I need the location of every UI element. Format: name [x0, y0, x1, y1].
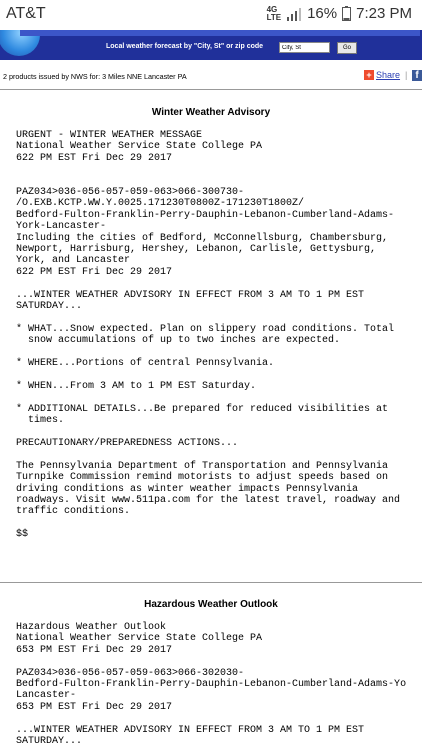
share-link[interactable]: Share — [376, 70, 401, 80]
products-summary: 2 products issued by NWS for: 3 Miles NNE Lancaster PA — [3, 72, 187, 81]
carrier-name: AT&T — [6, 5, 46, 22]
section-title-winter-weather-advisory: Winter Weather Advisory — [151, 107, 271, 118]
clock-time: 7:23 PM — [356, 5, 412, 22]
share-button[interactable] — [364, 70, 400, 80]
signal-strength-icon — [286, 7, 302, 21]
go-button[interactable]: Go — [337, 42, 357, 54]
forecast-search-label: Local weather forecast by "City, St" or zip code — [106, 43, 264, 50]
divider — [0, 582, 422, 583]
battery-icon — [342, 6, 351, 21]
outlook-text: Hazardous Weather Outlook National Weather Service State College PA 653 PM EST Fri Dec 29 2017 PAZ034>036-056-057-059-063>066-302030- Bedford-Fulton-Franklin-Perry-Dauphin-Lebanon-Cumberland-Adams-Yo Lancaster- 653 PM EST Fri Dec 29 2017 ...WINTER WEATHER ADVISORY IN EFFECT FROM 3 AM TO 1 PM EST SATURDAY... — [16, 622, 407, 748]
status-icons — [267, 5, 412, 22]
site-header — [0, 30, 422, 60]
forecast-search-input[interactable] — [279, 42, 330, 53]
header-decoration — [20, 30, 420, 36]
battery-percent: 16% — [307, 5, 338, 22]
facebook-icon[interactable]: f — [412, 70, 422, 81]
advisory-text: URGENT - WINTER WEATHER MESSAGE National Weather Service State College PA 622 PM EST Fri Dec 29 2017 PAZ034>036-056-057-059-063>066-300730- /O.EXB.KCTP.WW.Y.0025.171230T0800Z-171230T1800Z/ Bedford-Fulton-Franklin-Perry-Dauphin-Lebanon-Cumberland-Adams- York-Lancaster- Including the cities of Bedford, McConnellsburg, Chambersburg, Newport, Harrisburg, Hershey, Lebanon, Carlisle, Gettysburg, York, and Lancaster 622 PM EST Fri Dec 29 2017 ...WINTER WEATHER ADVISORY IN EFFECT FROM 3 AM TO 1 PM EST SATURDAY... * WHAT...Snow expected. Plan on slippery road conditions. Total snow accumulations of up to two inches are expected. * WHERE...Portions of central Pennsylvania. * WHEN...From 3 AM to 1 PM EST Saturday. * ADDITIONAL DETAILS...Be prepared for reduced visibilities at times. PRECAUTIONARY/PREPAREDNESS ACTIONS... The Pennsylvania Department of Transportation and Pennsylvania Turnpike Commission remind motorists to adjust speeds based on driving conditions as winter weather impacts Pennsylvania roadways. Visit www.511pa.com for the latest travel, roadway and traffic conditions. $$ — [16, 130, 401, 541]
network-type-icon: 4G LTE — [266, 4, 282, 22]
divider — [0, 89, 422, 90]
section-title-hazardous-weather-outlook: Hazardous Weather Outlook — [144, 599, 278, 610]
status-bar — [0, 0, 422, 30]
share-plus-icon: + — [364, 70, 374, 80]
share-separator: | — [405, 70, 408, 80]
